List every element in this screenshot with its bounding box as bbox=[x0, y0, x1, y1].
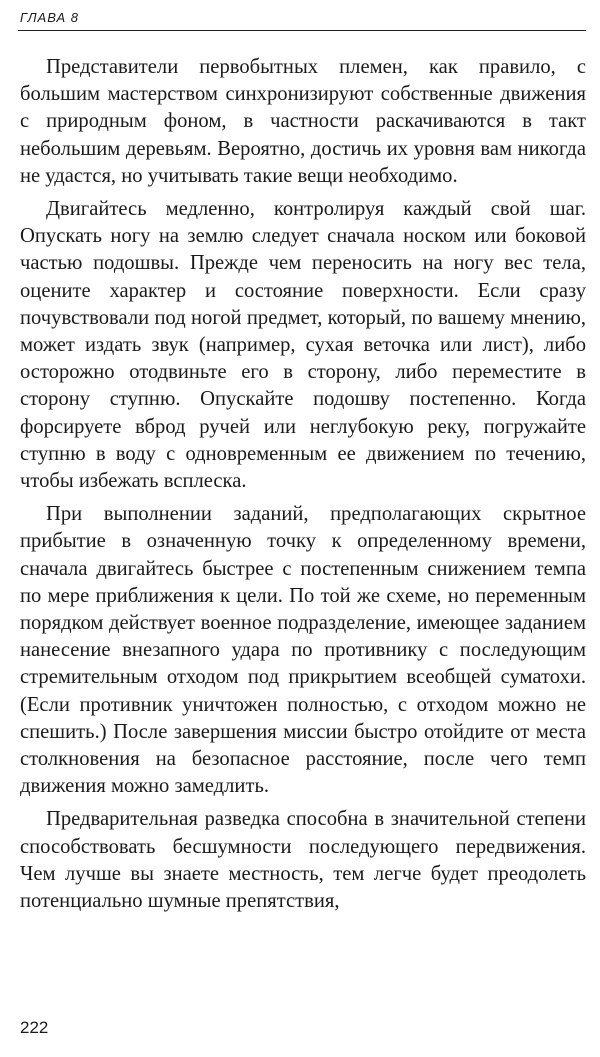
header-rule bbox=[18, 30, 586, 31]
running-head: ГЛАВА 8 bbox=[20, 10, 79, 25]
body-text bbox=[20, 54, 586, 921]
paragraph-4: Предварительная разведка способна в значительной степени способствовать бесшумности последующего передвижения. Чем лучше вы знаете местность, тем легче будет преодолеть потенциально шумные препятствия, bbox=[20, 808, 586, 913]
paragraph-3: При выполнении заданий, предполагающих скрытное прибытие в означенную точку к определенному времени, сначала двигайтесь быстрее с постепенным снижением темпа по мере приближения к цели. По той же схеме, но переменным порядком действует военное подразделение, имеющее заданием нанесение внезапного удара по противнику с последующим стремительным отходом под прикрытием всеобщей суматохи. (Если противник уничтожен полностью, с отходом можно не спешить.) После завершения миссии быстро отойдите от места столкновения на безопасное расстояние, после чего темп движения можно замедлить. bbox=[20, 503, 586, 798]
paragraph-1: Представители первобытных племен, как правило, с большим мастерством синхронизируют собственные движения с природным фоном, в частности раскачиваются в такт небольшим деревьям. Вероятно, достичь их уровня вам никогда не удастся, но учитывать такие вещи необходимо. bbox=[20, 56, 586, 187]
paragraph-2: Двигайтесь медленно, контролируя каждый свой шаг. Опускать ногу на землю следует сначала носком или боковой частью подошвы. Прежде чем переносить на ногу вес тела, оцените характер и состояние поверхности. Если сразу почувствовали под ногой предмет, который, по вашему мнению, может издать звук (например, сухая веточка или лист), либо осторожно отодвиньте его в сторону, либо переместите в сторону ступню. Опускайте подошву постепенно. Когда форсируете вброд ручей или неглубокую реку, погружайте ступню в воду с одновременным ее движением по течению, чтобы избежать всплеска. bbox=[20, 198, 586, 493]
page-number: 222 bbox=[20, 1018, 49, 1037]
